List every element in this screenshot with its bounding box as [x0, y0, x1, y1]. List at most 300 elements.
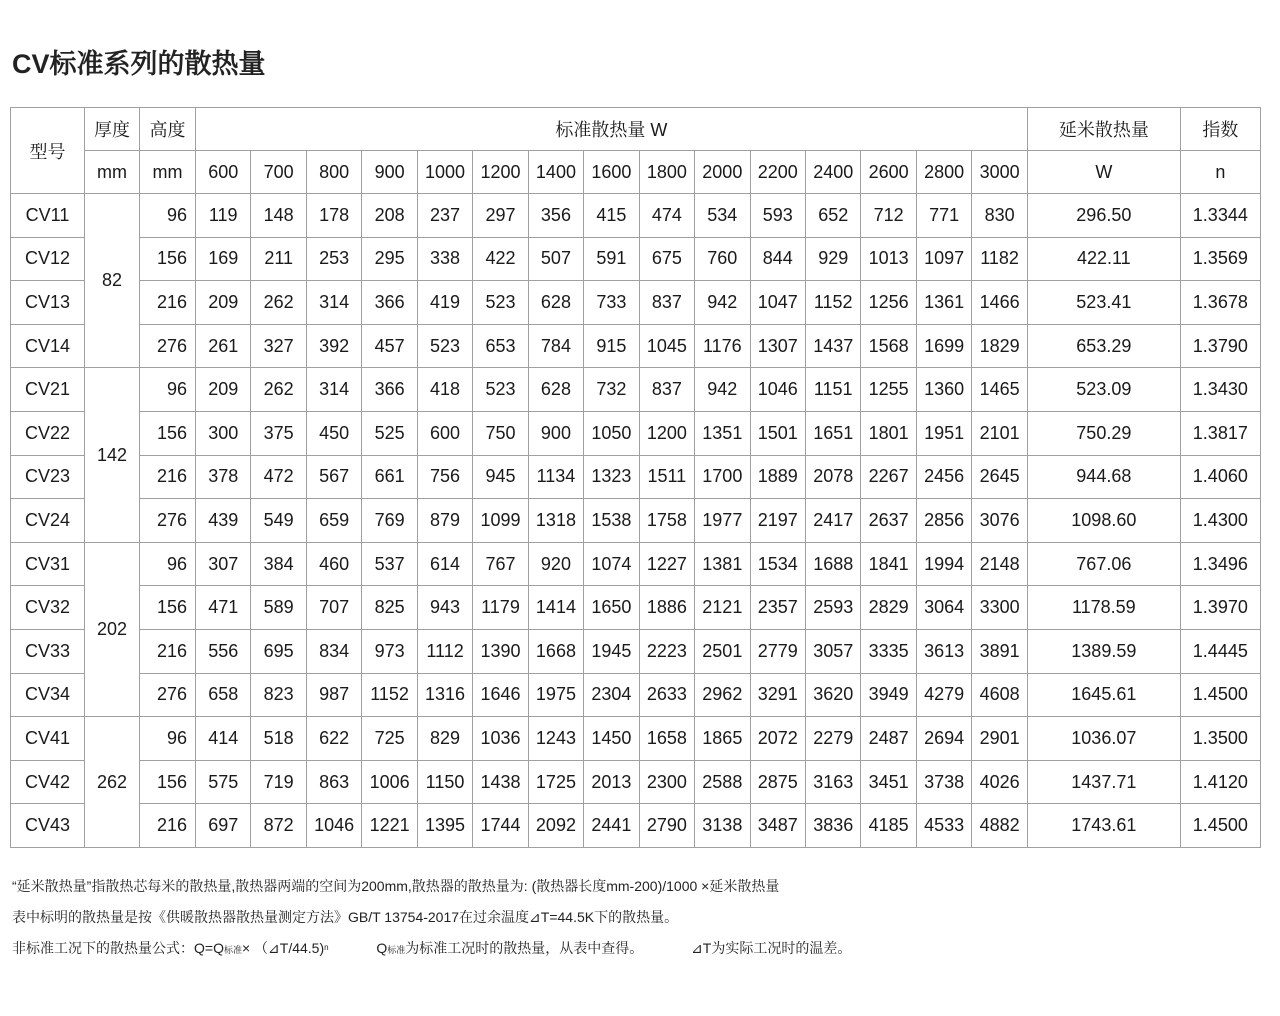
heat-value-cell: 653	[473, 324, 528, 368]
heat-value-cell: 829	[417, 717, 472, 761]
table-row	[11, 760, 1261, 804]
heat-value-cell: 262	[251, 368, 306, 412]
heat-value-cell: 915	[584, 324, 639, 368]
heat-value-cell: 384	[251, 542, 306, 586]
page-title: CV标准系列的散热量	[12, 49, 266, 79]
heat-value-cell: 1151	[805, 368, 860, 412]
heat-value-cell: 1975	[528, 673, 583, 717]
heat-value-cell: 119	[196, 194, 251, 238]
heat-value-cell: 2078	[805, 455, 860, 499]
height-cell: 96	[140, 194, 196, 238]
heat-value-cell: 593	[750, 194, 805, 238]
heat-value-cell: 2962	[695, 673, 750, 717]
heat-value-cell: 3620	[805, 673, 860, 717]
heat-value-cell: 675	[639, 237, 694, 281]
heat-value-cell: 1074	[584, 542, 639, 586]
heat-value-cell: 3076	[972, 499, 1027, 543]
heat-value-cell: 1050	[584, 411, 639, 455]
heat-value-cell: 920	[528, 542, 583, 586]
height-cell: 96	[140, 542, 196, 586]
heat-value-cell: 208	[362, 194, 417, 238]
heat-value-cell: 750	[473, 411, 528, 455]
heat-value-cell: 4026	[972, 760, 1027, 804]
heat-value-cell: 2304	[584, 673, 639, 717]
heat-value-cell: 2456	[916, 455, 971, 499]
heat-value-cell: 366	[362, 281, 417, 325]
per-meter-cell: 296.50	[1027, 194, 1180, 238]
heat-value-cell: 4882	[972, 804, 1027, 848]
table-row	[11, 237, 1261, 281]
per-meter-cell: 1098.60	[1027, 499, 1180, 543]
height-cell: 276	[140, 499, 196, 543]
table-row	[11, 717, 1261, 761]
heat-value-cell: 1758	[639, 499, 694, 543]
heat-value-cell: 518	[251, 717, 306, 761]
heat-value-cell: 1036	[473, 717, 528, 761]
heat-value-cell: 211	[251, 237, 306, 281]
heat-value-cell: 3057	[805, 629, 860, 673]
heat-value-cell: 733	[584, 281, 639, 325]
heat-value-cell: 209	[196, 281, 251, 325]
height-cell: 156	[140, 586, 196, 630]
heat-value-cell: 1511	[639, 455, 694, 499]
table-row	[11, 673, 1261, 717]
heat-value-cell: 4608	[972, 673, 1027, 717]
heat-value-cell: 1650	[584, 586, 639, 630]
heat-value-cell: 1112	[417, 629, 472, 673]
heat-value-cell: 1688	[805, 542, 860, 586]
table-row	[11, 499, 1261, 543]
model-cell: CV41	[11, 717, 85, 761]
heat-value-cell: 366	[362, 368, 417, 412]
header-std-heat: 标准散热量 W	[196, 108, 1028, 151]
header-length: 700	[251, 151, 306, 194]
heat-value-cell: 209	[196, 368, 251, 412]
height-cell: 276	[140, 324, 196, 368]
heat-value-cell: 589	[251, 586, 306, 630]
heat-value-cell: 1994	[916, 542, 971, 586]
exponent-cell: 1.4120	[1180, 760, 1260, 804]
table-row	[11, 281, 1261, 325]
header-length: 2000	[695, 151, 750, 194]
table-row	[11, 542, 1261, 586]
header-height-unit: mm	[140, 151, 196, 194]
exponent-cell: 1.4060	[1180, 455, 1260, 499]
header-per-meter: 延米散热量	[1027, 108, 1180, 151]
height-cell: 216	[140, 629, 196, 673]
exponent-cell: 1.4300	[1180, 499, 1260, 543]
heat-value-cell: 1646	[473, 673, 528, 717]
height-cell: 156	[140, 411, 196, 455]
exponent-cell: 1.3430	[1180, 368, 1260, 412]
header-length: 2400	[805, 151, 860, 194]
heat-value-cell: 1221	[362, 804, 417, 848]
heat-value-cell: 1395	[417, 804, 472, 848]
heat-value-cell: 523	[473, 281, 528, 325]
heat-value-cell: 929	[805, 237, 860, 281]
heat-value-cell: 784	[528, 324, 583, 368]
heat-value-cell: 1865	[695, 717, 750, 761]
heat-value-cell: 591	[584, 237, 639, 281]
heat-value-cell: 1889	[750, 455, 805, 499]
heat-value-cell: 652	[805, 194, 860, 238]
heat-value-cell: 2013	[584, 760, 639, 804]
heat-value-cell: 942	[695, 281, 750, 325]
heat-value-cell: 2279	[805, 717, 860, 761]
header-length: 1600	[584, 151, 639, 194]
heat-value-cell: 2072	[750, 717, 805, 761]
heat-output-table	[10, 107, 1261, 848]
heat-value-cell: 1046	[306, 804, 361, 848]
heat-value-cell: 622	[306, 717, 361, 761]
heat-value-cell: 392	[306, 324, 361, 368]
heat-value-cell: 169	[196, 237, 251, 281]
heat-value-cell: 2357	[750, 586, 805, 630]
heat-value-cell: 1255	[861, 368, 916, 412]
heat-value-cell: 2645	[972, 455, 1027, 499]
exponent-cell: 1.3344	[1180, 194, 1260, 238]
per-meter-cell: 1645.61	[1027, 673, 1180, 717]
per-meter-cell: 422.11	[1027, 237, 1180, 281]
heat-value-cell: 1099	[473, 499, 528, 543]
heat-value-cell: 1801	[861, 411, 916, 455]
q-label: Q	[376, 940, 388, 956]
heat-value-cell: 2694	[916, 717, 971, 761]
heat-value-cell: 4185	[861, 804, 916, 848]
heat-value-cell: 2092	[528, 804, 583, 848]
heat-value-cell: 378	[196, 455, 251, 499]
exponent-cell: 1.3500	[1180, 717, 1260, 761]
height-cell: 216	[140, 804, 196, 848]
heat-value-cell: 943	[417, 586, 472, 630]
heat-value-cell: 575	[196, 760, 251, 804]
model-cell: CV34	[11, 673, 85, 717]
heat-value-cell: 2223	[639, 629, 694, 673]
header-height: 高度	[140, 108, 196, 151]
heat-value-cell: 2637	[861, 499, 916, 543]
thickness-cell: 262	[85, 717, 140, 848]
heat-value-cell: 830	[972, 194, 1027, 238]
heat-value-cell: 471	[196, 586, 251, 630]
note-per-meter: “延米散热量”指散热芯每米的散热量,散热器两端的空间为200mm,散热器的散热量为: (散热器长度mm-200)/1000 ×延米散热量	[12, 878, 780, 894]
header-length: 2200	[750, 151, 805, 194]
heat-value-cell: 338	[417, 237, 472, 281]
heat-value-cell: 3891	[972, 629, 1027, 673]
header-per-meter-unit: W	[1027, 151, 1180, 194]
heat-value-cell: 237	[417, 194, 472, 238]
exponent-cell: 1.4500	[1180, 804, 1260, 848]
heat-value-cell: 295	[362, 237, 417, 281]
heat-value-cell: 2417	[805, 499, 860, 543]
heat-value-cell: 2267	[861, 455, 916, 499]
heat-value-cell: 537	[362, 542, 417, 586]
note-formula	[12, 938, 851, 969]
heat-value-cell: 1438	[473, 760, 528, 804]
heat-value-cell: 457	[362, 324, 417, 368]
heat-value-cell: 872	[251, 804, 306, 848]
heat-value-cell: 3738	[916, 760, 971, 804]
heat-value-cell: 863	[306, 760, 361, 804]
header-length: 2600	[861, 151, 916, 194]
header-length: 2800	[916, 151, 971, 194]
header-thickness-unit: mm	[85, 151, 140, 194]
thickness-cell: 142	[85, 368, 140, 542]
heat-value-cell: 1152	[805, 281, 860, 325]
heat-value-cell: 1179	[473, 586, 528, 630]
heat-value-cell: 628	[528, 281, 583, 325]
model-cell: CV33	[11, 629, 85, 673]
heat-value-cell: 261	[196, 324, 251, 368]
heat-value-cell: 1668	[528, 629, 583, 673]
model-cell: CV22	[11, 411, 85, 455]
heat-value-cell: 297	[473, 194, 528, 238]
heat-value-cell: 460	[306, 542, 361, 586]
heat-value-cell: 1134	[528, 455, 583, 499]
heat-value-cell: 4279	[916, 673, 971, 717]
table-row	[11, 804, 1261, 848]
heat-value-cell: 1390	[473, 629, 528, 673]
table-row	[11, 629, 1261, 673]
heat-value-cell: 1097	[916, 237, 971, 281]
table-row	[11, 586, 1261, 630]
header-exponent-unit: n	[1180, 151, 1260, 194]
heat-value-cell: 549	[251, 499, 306, 543]
heat-value-cell: 2901	[972, 717, 1027, 761]
heat-value-cell: 825	[362, 586, 417, 630]
heat-value-cell: 450	[306, 411, 361, 455]
heat-value-cell: 725	[362, 717, 417, 761]
heat-value-cell: 253	[306, 237, 361, 281]
heat-value-cell: 523	[473, 368, 528, 412]
heat-value-cell: 3291	[750, 673, 805, 717]
table-row	[11, 455, 1261, 499]
heat-value-cell: 1318	[528, 499, 583, 543]
heat-value-cell: 1045	[639, 324, 694, 368]
heat-value-cell: 659	[306, 499, 361, 543]
heat-value-cell: 1013	[861, 237, 916, 281]
per-meter-cell: 1178.59	[1027, 586, 1180, 630]
heat-value-cell: 695	[251, 629, 306, 673]
heat-value-cell: 3335	[861, 629, 916, 673]
heat-value-cell: 3138	[695, 804, 750, 848]
heat-value-cell: 1316	[417, 673, 472, 717]
header-length: 900	[362, 151, 417, 194]
heat-value-cell: 3451	[861, 760, 916, 804]
heat-value-cell: 1006	[362, 760, 417, 804]
heat-value-cell: 712	[861, 194, 916, 238]
heat-value-cell: 2148	[972, 542, 1027, 586]
heat-value-cell: 1465	[972, 368, 1027, 412]
per-meter-cell: 523.09	[1027, 368, 1180, 412]
formula-rest: × （⊿T/44.5)	[241, 940, 325, 956]
heat-value-cell: 1381	[695, 542, 750, 586]
heat-value-cell: 418	[417, 368, 472, 412]
per-meter-cell: 1036.07	[1027, 717, 1180, 761]
model-cell: CV31	[11, 542, 85, 586]
heat-value-cell: 2121	[695, 586, 750, 630]
heat-value-cell: 1945	[584, 629, 639, 673]
heat-value-cell: 2300	[639, 760, 694, 804]
heat-value-cell: 767	[473, 542, 528, 586]
heat-value-cell: 415	[584, 194, 639, 238]
heat-value-cell: 1951	[916, 411, 971, 455]
per-meter-cell: 1743.61	[1027, 804, 1180, 848]
heat-value-cell: 556	[196, 629, 251, 673]
table-row	[11, 194, 1261, 238]
model-cell: CV42	[11, 760, 85, 804]
thickness-cell: 202	[85, 542, 140, 716]
dt-text: ⊿T为实际工况时的温差。	[691, 940, 852, 956]
heat-value-cell: 3300	[972, 586, 1027, 630]
heat-value-cell: 375	[251, 411, 306, 455]
heat-value-cell: 1360	[916, 368, 971, 412]
heat-value-cell: 178	[306, 194, 361, 238]
heat-value-cell: 1437	[805, 324, 860, 368]
heat-value-cell: 1176	[695, 324, 750, 368]
heat-value-cell: 507	[528, 237, 583, 281]
heat-value-cell: 356	[528, 194, 583, 238]
heat-value-cell: 1150	[417, 760, 472, 804]
heat-value-cell: 3949	[861, 673, 916, 717]
heat-value-cell: 419	[417, 281, 472, 325]
heat-value-cell: 314	[306, 368, 361, 412]
heat-value-cell: 760	[695, 237, 750, 281]
exponent-cell: 1.3790	[1180, 324, 1260, 368]
heat-value-cell: 2501	[695, 629, 750, 673]
heat-value-cell: 1361	[916, 281, 971, 325]
heat-value-cell: 1243	[528, 717, 583, 761]
heat-value-cell: 2633	[639, 673, 694, 717]
model-cell: CV21	[11, 368, 85, 412]
exponent-cell: 1.3569	[1180, 237, 1260, 281]
thickness-cell: 82	[85, 194, 140, 368]
heat-value-cell: 1046	[750, 368, 805, 412]
heat-value-cell: 756	[417, 455, 472, 499]
exponent-cell: 1.4445	[1180, 629, 1260, 673]
height-cell: 216	[140, 281, 196, 325]
heat-value-cell: 837	[639, 368, 694, 412]
heat-value-cell: 439	[196, 499, 251, 543]
heat-value-cell: 1700	[695, 455, 750, 499]
height-cell: 276	[140, 673, 196, 717]
heat-value-cell: 658	[196, 673, 251, 717]
heat-value-cell: 474	[639, 194, 694, 238]
heat-value-cell: 834	[306, 629, 361, 673]
per-meter-cell: 1389.59	[1027, 629, 1180, 673]
heat-value-cell: 2779	[750, 629, 805, 673]
header-length: 1400	[528, 151, 583, 194]
exponent-cell: 1.3817	[1180, 411, 1260, 455]
heat-value-cell: 1651	[805, 411, 860, 455]
header-model: 型号	[11, 108, 85, 194]
heat-value-cell: 1307	[750, 324, 805, 368]
heat-value-cell: 2875	[750, 760, 805, 804]
model-cell: CV13	[11, 281, 85, 325]
heat-value-cell: 327	[251, 324, 306, 368]
heat-value-cell: 1725	[528, 760, 583, 804]
per-meter-cell: 767.06	[1027, 542, 1180, 586]
heat-value-cell: 4533	[916, 804, 971, 848]
heat-value-cell: 1538	[584, 499, 639, 543]
heat-value-cell: 148	[251, 194, 306, 238]
height-cell: 96	[140, 368, 196, 412]
heat-value-cell: 769	[362, 499, 417, 543]
heat-value-cell: 1744	[473, 804, 528, 848]
per-meter-cell: 523.41	[1027, 281, 1180, 325]
heat-value-cell: 945	[473, 455, 528, 499]
header-row-1	[11, 108, 1261, 151]
heat-value-cell: 707	[306, 586, 361, 630]
note-standard: 表中标明的散热量是按《供暖散热器散热量测定方法》GB/T 13754-2017在过余温度⊿T=44.5K下的散热量。	[12, 909, 679, 925]
heat-value-cell: 600	[417, 411, 472, 455]
heat-value-cell: 732	[584, 368, 639, 412]
heat-value-cell: 1466	[972, 281, 1027, 325]
heat-value-cell: 3613	[916, 629, 971, 673]
heat-value-cell: 2593	[805, 586, 860, 630]
heat-value-cell: 2588	[695, 760, 750, 804]
q-text: 为标准工况时的散热量，从表中查得。	[405, 940, 644, 956]
header-length: 1200	[473, 151, 528, 194]
heat-value-cell: 1829	[972, 324, 1027, 368]
heat-value-cell: 1501	[750, 411, 805, 455]
heat-value-cell: 823	[251, 673, 306, 717]
exponent-cell: 1.4500	[1180, 673, 1260, 717]
model-cell: CV23	[11, 455, 85, 499]
heat-value-cell: 525	[362, 411, 417, 455]
exponent-cell: 1.3678	[1180, 281, 1260, 325]
heat-value-cell: 1047	[750, 281, 805, 325]
heat-value-cell: 1841	[861, 542, 916, 586]
heat-value-cell: 900	[528, 411, 583, 455]
header-length: 1800	[639, 151, 694, 194]
heat-value-cell: 472	[251, 455, 306, 499]
heat-value-cell: 414	[196, 717, 251, 761]
heat-value-cell: 523	[417, 324, 472, 368]
header-length: 800	[306, 151, 361, 194]
heat-value-cell: 2441	[584, 804, 639, 848]
formula-sup: n	[324, 943, 329, 952]
heat-value-cell: 3836	[805, 804, 860, 848]
heat-value-cell: 1200	[639, 411, 694, 455]
header-length: 3000	[972, 151, 1027, 194]
exponent-cell: 1.3496	[1180, 542, 1260, 586]
heat-value-cell: 1699	[916, 324, 971, 368]
heat-value-cell: 1227	[639, 542, 694, 586]
heat-value-cell: 771	[916, 194, 971, 238]
table-row	[11, 411, 1261, 455]
model-cell: CV32	[11, 586, 85, 630]
heat-value-cell: 2790	[639, 804, 694, 848]
heat-value-cell: 3163	[805, 760, 860, 804]
heat-value-cell: 942	[695, 368, 750, 412]
heat-value-cell: 1414	[528, 586, 583, 630]
formula-sub: 标准	[223, 945, 242, 955]
heat-value-cell: 614	[417, 542, 472, 586]
table-row	[11, 324, 1261, 368]
heat-value-cell: 2829	[861, 586, 916, 630]
per-meter-cell: 944.68	[1027, 455, 1180, 499]
heat-value-cell: 1568	[861, 324, 916, 368]
heat-value-cell: 973	[362, 629, 417, 673]
header-exponent: 指数	[1180, 108, 1260, 151]
heat-value-cell: 1182	[972, 237, 1027, 281]
heat-value-cell: 1351	[695, 411, 750, 455]
heat-value-cell: 300	[196, 411, 251, 455]
q-sub: 标准	[387, 945, 406, 955]
heat-value-cell: 307	[196, 542, 251, 586]
heat-value-cell: 1152	[362, 673, 417, 717]
height-cell: 156	[140, 760, 196, 804]
